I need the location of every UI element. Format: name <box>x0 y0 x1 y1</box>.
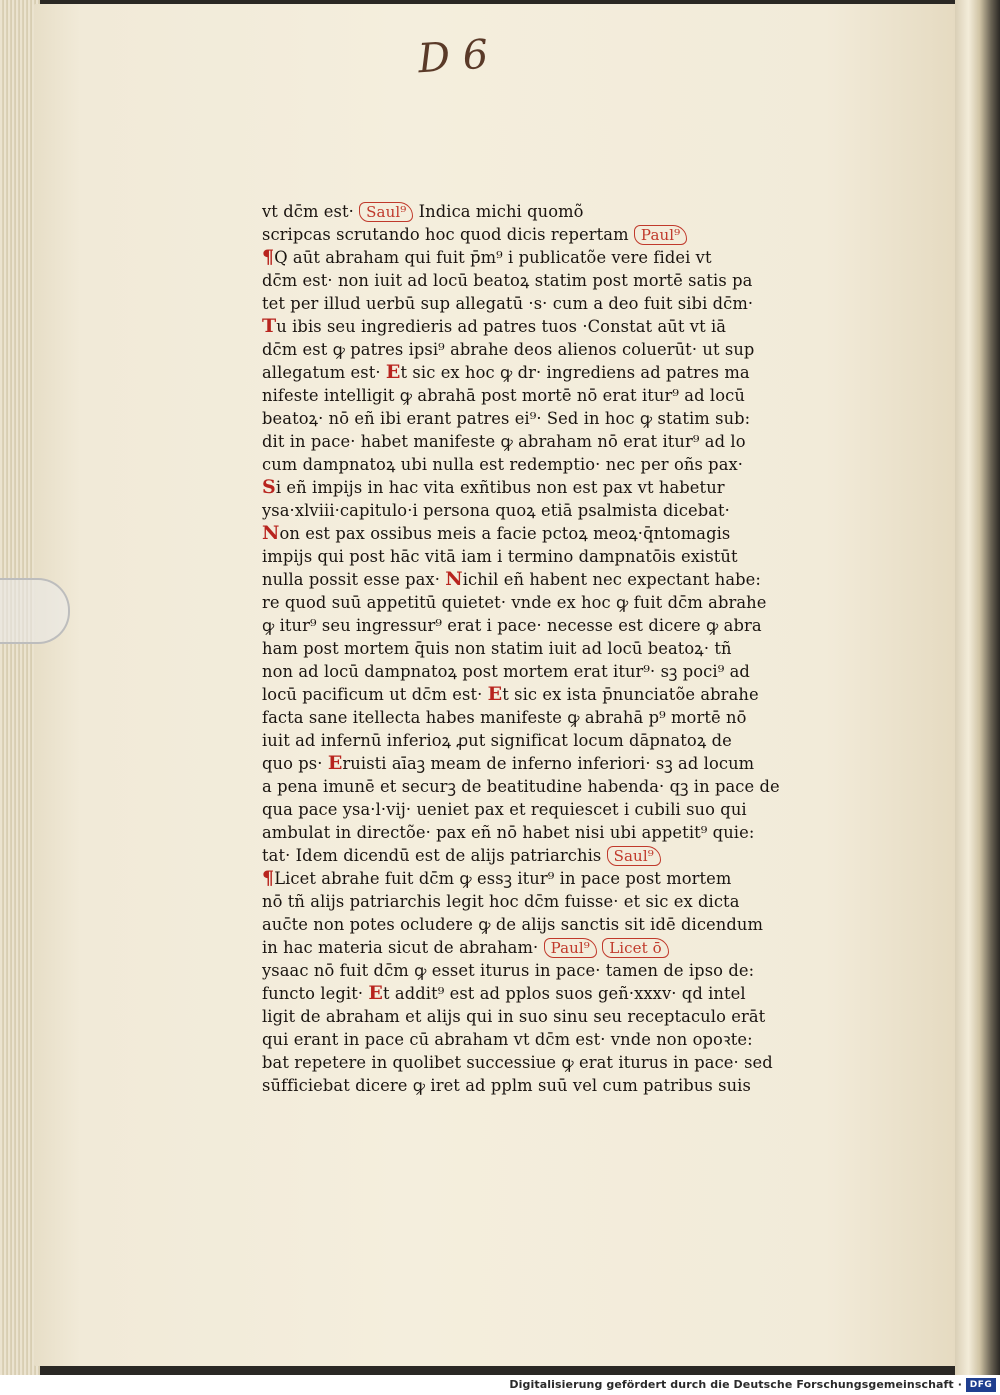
rubric-initial: S <box>262 476 276 498</box>
text-run: Q aūt abraham qui fuit p̄m⁹ i publicatõe vere fidei vt <box>274 248 712 267</box>
text-run: sūfficiebat dicere ꝙ iret ad pplm suū vel cum patribus suis <box>262 1076 751 1095</box>
text-run: dc̄m est· non iuit ad locū beatoꝝ statim post mortē satis pa <box>262 271 753 290</box>
text-block <box>262 200 802 1097</box>
folio-number: D 6 <box>416 31 490 83</box>
text-line <box>262 246 802 269</box>
text-line <box>262 315 802 338</box>
rubric-initial: E <box>487 683 503 705</box>
rubric-initial: E <box>368 982 383 1004</box>
text-line <box>262 706 802 729</box>
rubric-marker: Paul⁹ <box>544 938 597 958</box>
text-line <box>262 407 802 430</box>
rubric-initial: T <box>262 315 277 337</box>
text-line <box>262 361 802 384</box>
text-run: a pena imunē et securꝫ de beatitudine habenda· qꝫ in pace de <box>262 777 780 796</box>
text-line <box>262 522 802 545</box>
text-run: on est pax ossibus meis a facie pctoꝝ meoꝝ·q̄ntomagis <box>279 524 731 543</box>
rubric-marker: Saul⁹ <box>607 846 661 866</box>
text-run: ichil eñ habent nec expectant habe: <box>462 570 761 589</box>
text-line <box>262 476 802 499</box>
text-run: vt dc̄m est· <box>262 202 360 221</box>
text-line <box>262 1074 802 1097</box>
text-run: auc̄te non potes ocludere ꝙ de alijs sanctis sit idē dicendum <box>262 915 764 934</box>
text-run: nō tñ alijs patriarchis legit hoc dc̄m fuisse· et sic ex dicta <box>262 892 740 911</box>
text-run: t addit⁹ est ad pplos suos geñ·xxxv· qd intel <box>383 984 746 1003</box>
text-line <box>262 798 802 821</box>
rubric-initial: E <box>385 361 401 383</box>
text-run: in hac materia sicut de abraham· <box>262 938 544 957</box>
text-line <box>262 890 802 913</box>
text-run: beatoꝝ· nō eñ ibi erant patres ei⁹· Sed in hoc ꝙ statim sub: <box>262 409 751 428</box>
footer-credit: Digitalisierung gefördert durch die Deutsche Forschungsgemeinschaft · <box>509 1378 962 1391</box>
book-gutter <box>955 0 1000 1375</box>
text-line <box>262 453 802 476</box>
rubric-marker: Licet ō <box>602 938 669 958</box>
text-run: Licet abrahe fuit dc̄m ꝙ essꝫ itur⁹ in pace post mortem <box>274 869 732 888</box>
text-line <box>262 752 802 775</box>
text-run: t sic ex ista p̄nunciatõe abrahe <box>502 685 759 704</box>
text-run: nifeste intelligit ꝙ abrahā post mortē nō erat itur⁹ ad locū <box>262 386 745 405</box>
text-line <box>262 568 802 591</box>
text-run: non ad locū dampnatoꝝ post mortem erat itur⁹· sꝫ poci⁹ ad <box>262 662 750 681</box>
text-line <box>262 1051 802 1074</box>
text-line <box>262 384 802 407</box>
rubric-marker: Paul⁹ <box>634 225 687 245</box>
text-line <box>262 729 802 752</box>
text-line <box>262 1005 802 1028</box>
rubric-initial: E <box>327 752 343 774</box>
text-line <box>262 545 802 568</box>
text-run: ham post mortem q̄uis non statim iuit ad locū beatoꝝ· tñ <box>262 639 732 658</box>
text-run: qui erant in pace cū abraham vt dc̄m est· vnde non opoꝛte: <box>262 1030 753 1049</box>
text-run: tet per illud uerbū sup allegatū ·s· cum a deo fuit sibi dc̄m· <box>262 294 754 313</box>
dfg-logo: DFG <box>966 1378 996 1392</box>
text-line <box>262 959 802 982</box>
text-line <box>262 200 802 223</box>
text-run: iuit ad infernū inferioꝝ ꝓut significat locum dāpnatoꝝ de <box>262 731 732 750</box>
text-line <box>262 936 802 959</box>
text-run: allegatum est· <box>262 363 386 382</box>
text-run: ꝙ itur⁹ seu ingressur⁹ erat i pace· necesse est dicere ꝙ abra <box>262 616 762 635</box>
text-run: re quod suū appetitū quietet· vnde ex hoc ꝙ fuit dc̄m abrahe <box>262 593 767 612</box>
text-run: dc̄m est ꝙ patres ipsi⁹ abrahe deos alienos coluerūt· ut sup <box>262 340 755 359</box>
text-run: u ibis seu ingredieris ad patres tuos ·Constat aūt vt iā <box>276 317 727 336</box>
footer-bar <box>0 1375 1000 1395</box>
text-line <box>262 591 802 614</box>
text-run: i eñ impijs in hac vita exñtibus non est pax vt habetur <box>275 478 725 497</box>
text-run: quo ps· <box>262 754 328 773</box>
text-run: scripcas scrutando hoc quod dicis repertam <box>262 225 634 244</box>
rubric-initial: ¶ <box>262 867 275 889</box>
text-line <box>262 844 802 867</box>
rubric-initial: ¶ <box>262 246 275 268</box>
text-line <box>262 982 802 1005</box>
text-run: t sic ex hoc ꝙ dr· ingrediens ad patres ma <box>400 363 750 382</box>
text-run: locū pacificum ut dc̄m est· <box>262 685 488 704</box>
text-run: impijs qui post hāc vitā iam i termino dampnatōis existūt <box>262 547 738 566</box>
text-run: Indica michi quomõ <box>413 202 584 221</box>
rubric-initial: N <box>262 522 280 544</box>
text-line <box>262 821 802 844</box>
text-run: ysa·xlviii·capitulo·i persona quoꝝ etiā psalmista dicebat· <box>262 501 730 520</box>
text-run: functo legit· <box>262 984 369 1003</box>
text-line <box>262 913 802 936</box>
text-run: ruisti aīaꝫ meam de inferno inferiori· sꝫ ad locum <box>342 754 755 773</box>
text-line <box>262 614 802 637</box>
text-run: nulla possit esse pax· <box>262 570 446 589</box>
text-line <box>262 775 802 798</box>
text-line <box>262 660 802 683</box>
text-line <box>262 867 802 890</box>
rubric-marker: Saul⁹ <box>359 202 413 222</box>
text-line <box>262 292 802 315</box>
text-line <box>262 683 802 706</box>
text-line <box>262 1028 802 1051</box>
text-run: facta sane itellecta habes manifeste ꝙ abrahā p⁹ mortē nō <box>262 708 747 727</box>
bookmark-tab <box>0 578 70 644</box>
rubric-initial: N <box>445 568 463 590</box>
text-run: dit in pace· habet manifeste ꝙ abraham nō erat itur⁹ ad lo <box>262 432 746 451</box>
text-run: tat· Idem dicendū est de alijs patriarchis <box>262 846 607 865</box>
text-line <box>262 499 802 522</box>
text-line <box>262 338 802 361</box>
text-line <box>262 269 802 292</box>
text-line <box>262 637 802 660</box>
text-run: cum dampnatoꝝ ubi nulla est redemptio· nec per oñs pax· <box>262 455 744 474</box>
text-run: bat repetere in quolibet successiue ꝙ erat iturus in pace· sed <box>262 1053 773 1072</box>
text-run: ysaac nō fuit dc̄m ꝙ esset iturus in pace· tamen de ipso de: <box>262 961 755 980</box>
text-run: ambulat in directõe· pax eñ nō habet nisi ubi appetit⁹ quie: <box>262 823 755 842</box>
text-line <box>262 223 802 246</box>
text-line <box>262 430 802 453</box>
text-run: qua pace ysa·l·vij· ueniet pax et requiescet i cubili suo qui <box>262 800 747 819</box>
text-run: ligit de abraham et alijs qui in suo sinu seu receptaculo erāt <box>262 1007 766 1026</box>
